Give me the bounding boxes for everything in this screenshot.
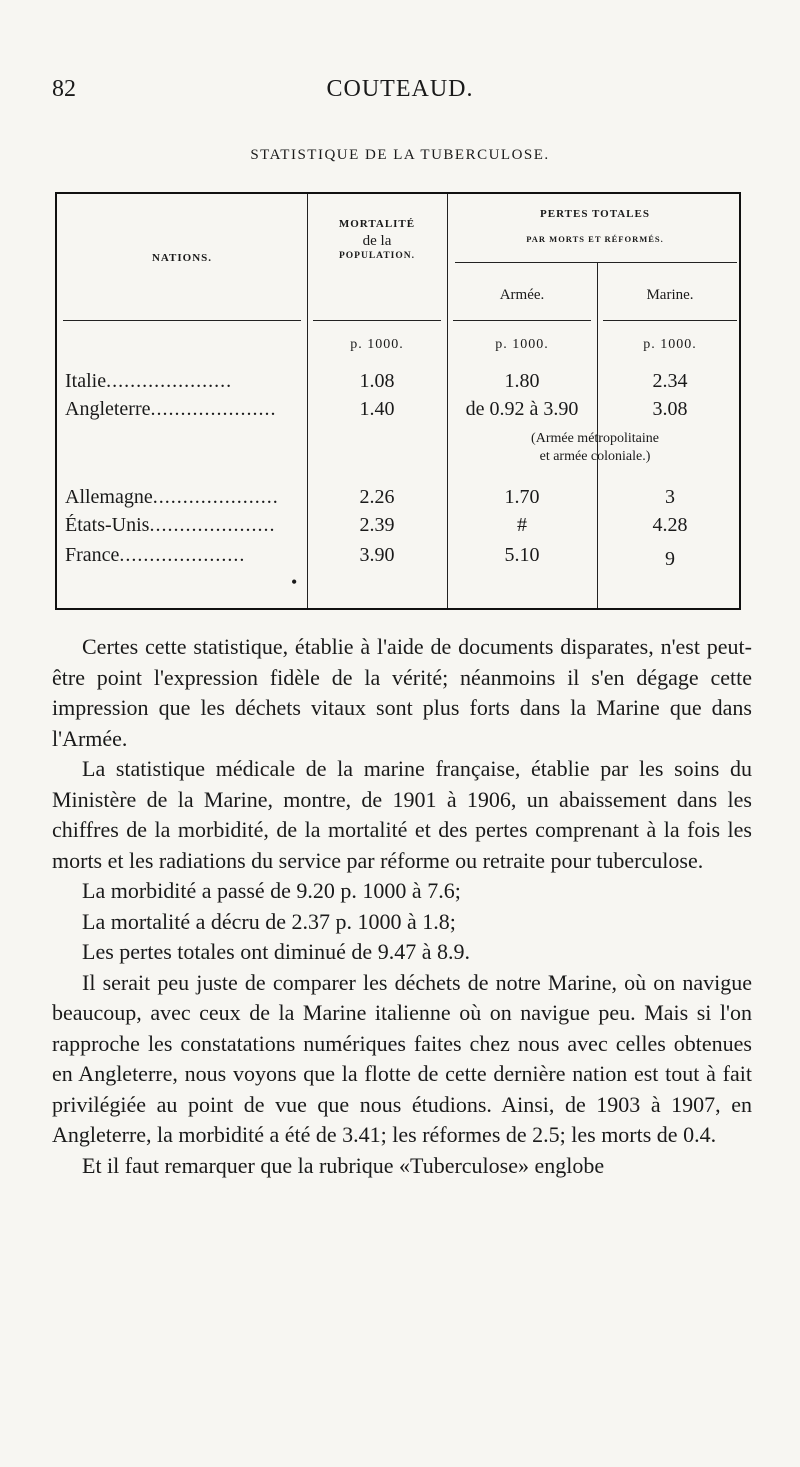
paragraph: Les pertes totales ont diminué de 9.47 à 8.9. xyxy=(82,939,470,964)
header-rule xyxy=(313,320,441,321)
header-rule xyxy=(63,320,301,321)
cell-mortalite: 1.40 xyxy=(359,398,395,420)
cell-marine: 9 xyxy=(665,548,675,570)
header-rule xyxy=(603,320,737,321)
header-subrule xyxy=(455,262,737,263)
page-number: 82 xyxy=(52,76,76,102)
paragraph: La statistique médicale de la marine française, établie par les soins du Ministère de la Marine, montre, de 1901 à 1906, un abaissement dans les chiffres de la morbidité, de la mortalité et des pertes comprenant à la fois les morts et les radiations du service par réforme ou retraite pour tuberculose. xyxy=(52,756,752,873)
cell-mortalite: 3.90 xyxy=(359,544,395,566)
header-mortalite-line3: POPULATION. xyxy=(338,250,415,261)
paragraph: La morbidité a passé de 9.20 p. 1000 à 7.6; xyxy=(82,878,461,903)
header-marine: Marine. xyxy=(646,287,694,303)
nation-label: Allemagne xyxy=(65,486,153,508)
header-rule xyxy=(453,320,591,321)
table-row-nation: États-Unis..................... xyxy=(65,514,276,536)
table-row-nation: Allemagne..................... xyxy=(65,486,279,508)
table-note-line2: et armée coloniale.) xyxy=(539,449,651,465)
unit-marine: p. 1000. xyxy=(643,337,697,352)
unit-armee: p. 1000. xyxy=(495,337,549,352)
table-row-nation: France..................... xyxy=(65,544,246,566)
nation-label: France xyxy=(65,544,120,566)
paragraph: La mortalité a décru de 2.37 p. 1000 à 1.8; xyxy=(82,908,456,934)
cell-marine: 4.28 xyxy=(652,514,688,536)
header-armee: Armée. xyxy=(499,287,545,303)
cell-armee: de 0.92 à 3.90 xyxy=(465,398,579,420)
cell-marine: 2.34 xyxy=(652,370,688,392)
cell-mortalite: 2.26 xyxy=(359,486,395,508)
cell-marine: 3 xyxy=(665,486,675,508)
header-mortalite-line2: de la xyxy=(362,232,392,249)
table-note-line1: (Armée métropolitaine xyxy=(531,431,659,446)
bullet-mark: • xyxy=(291,572,298,592)
nation-label: Italie xyxy=(65,370,107,392)
table-row-nation: Italie..................... xyxy=(65,370,233,392)
header-pertes-sub: PAR MORTS ET RÉFORMÉS. xyxy=(526,234,664,244)
table-title: STATISTIQUE DE LA TUBERCULOSE. xyxy=(250,147,550,163)
nation-label: États-Unis xyxy=(65,514,150,536)
cell-marine: 3.08 xyxy=(652,398,688,420)
cell-mortalite: 1.08 xyxy=(359,370,395,392)
running-title: COUTEAUD. xyxy=(326,76,474,102)
header-mortalite xyxy=(307,218,447,262)
unit-mortalite: p. 1000. xyxy=(350,337,404,352)
body-text xyxy=(52,632,752,1181)
cell-armee: 5.10 xyxy=(504,544,540,566)
cell-armee: 1.70 xyxy=(504,486,540,508)
cell-armee: # xyxy=(517,514,527,536)
nation-label: Angleterre xyxy=(65,398,151,420)
paragraph: Il serait peu juste de comparer les déchets de notre Marine, où on navigue beaucoup, avec ceux de la Marine italienne où on navigue peu. Mais si l'on rapproche les constatations numériques faites chez nous avec celles obtenues en Angleterre, nous voyons que la flotte de cette dernière nation est tout à fait privilégiée au point de vue que nous étudions. Ainsi, de 1903 à 1907, en Angleterre, la morbidité a été de 3.41; les réformes de 2.5; les morts de 0.4. xyxy=(52,969,752,1147)
running-head xyxy=(52,76,748,110)
table-note xyxy=(453,430,737,466)
paragraph: Et il faut remarquer que la rubrique «Tuberculose» englobe xyxy=(82,1152,605,1178)
paragraph: Certes cette statistique, établie à l'aide de documents disparates, n'est peut-être point l'expression fidèle de la vérité; néanmoins il s'en dégage cette impression que les déchets vitaux sont plus forts dans la Marine que dans l'Armée. xyxy=(52,634,752,751)
header-nations: NATIONS. xyxy=(151,252,213,264)
cell-mortalite: 2.39 xyxy=(359,514,395,536)
header-pertes: PERTES TOTALES xyxy=(540,208,650,220)
cell-armee: 1.80 xyxy=(504,370,540,392)
header-mortalite-line1: MORTALITÉ xyxy=(338,218,416,230)
statistics-table xyxy=(55,192,741,610)
table-row-nation: Angleterre..................... xyxy=(65,398,277,420)
